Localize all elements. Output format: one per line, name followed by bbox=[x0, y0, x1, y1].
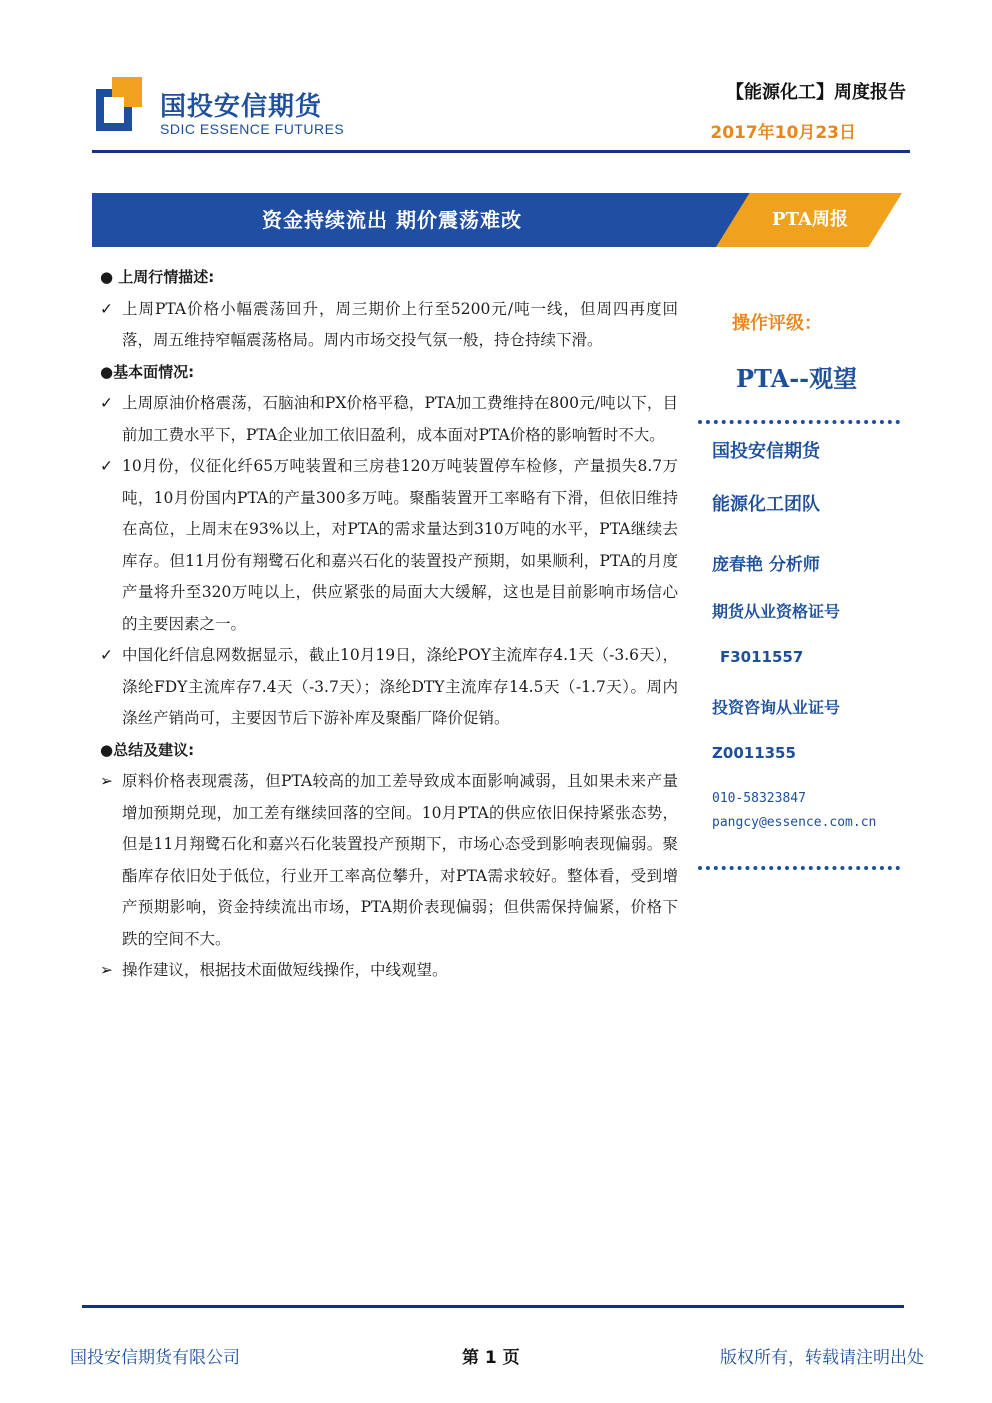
list-item bbox=[100, 766, 678, 955]
rating-label: 操作评级： bbox=[732, 313, 822, 334]
sidebar-company: 国投安信期货 bbox=[712, 441, 820, 462]
item-text: 操作建议，根据技术面做短线操作，中线观望。 bbox=[122, 961, 448, 979]
list-item bbox=[100, 451, 678, 640]
footer-copyright: 版权所有，转载请注明出处 bbox=[720, 1348, 924, 1368]
footer-company: 国投安信期货有限公司 bbox=[70, 1348, 240, 1368]
report-date: 2017年10月23日 bbox=[710, 123, 856, 143]
company-logo-icon bbox=[94, 75, 144, 133]
item-text: 原料价格表现震荡，但PTA较高的加工差导致成本面影响减弱，且如果未来产量增加预期兑现，加工差有继续回落的空间。10月PTA的供应依旧保持紧张态势，但是11月翔鹭石化和嘉兴石化装置投产预期下，市场心态受到影响表现偏弱。聚酯库存依旧处于低位，行业开工率高位攀升，对PTA需求较好。整体看，受到增产预期影响，资金持续流出市场，PTA期价表现偏弱；但供需保持偏紧，价格下跌的空间不大。 bbox=[122, 772, 678, 948]
section-fundamentals bbox=[100, 357, 678, 735]
header-divider bbox=[92, 150, 910, 153]
page-number: 第 1 页 bbox=[462, 1348, 520, 1368]
report-tag: PTA周报 bbox=[772, 209, 848, 230]
section-summary bbox=[100, 735, 678, 987]
futures-cert-no: F3011557 bbox=[720, 648, 804, 666]
report-title: 资金持续流出 期价震荡难改 bbox=[262, 208, 522, 232]
list-item bbox=[100, 294, 678, 357]
item-text: 中国化纤信息网数据显示，截止10月19日，涤纶POY主流库存4.1天（-3.6天），涤纶FDY主流库存7.4天（-3.7天）；涤纶DTY主流库存14.5天（-1.7天）。周内涤丝产销尚可，主要因节后下游补库及聚酯厂降价促销。 bbox=[122, 646, 678, 727]
section-market bbox=[100, 262, 678, 357]
item-text: 10月份，仪征化纤65万吨装置和三房巷120万吨装置停车检修，产量损失8.7万吨，10月份国内PTA的产量300多万吨。聚酯装置开工率略有下滑，但依旧维持在高位，上周末在93%以上，对PTA的需求量达到310万吨的水平，PTA继续去库存。但11月份有翔鹭石化和嘉兴石化的装置投产预期，如果顺利，PTA的月度产量将升至320万吨以上，供应紧张的局面大大缓解，这也是目前影响市场信心的主要因素之一。 bbox=[122, 457, 678, 633]
arrow-bullet-icon: ➢ bbox=[100, 961, 113, 979]
report-body bbox=[100, 262, 678, 987]
company-name-cn: 国投安信期货 bbox=[160, 92, 323, 122]
check-icon: ✓ bbox=[100, 394, 113, 412]
analyst-email[interactable]: pangcy@essence.com.cn bbox=[712, 815, 877, 830]
section-heading: ●总结及建议: bbox=[100, 740, 195, 759]
footer-divider bbox=[82, 1305, 904, 1308]
item-text: 上周PTA价格小幅震荡回升，周三期价上行至5200元/吨一线，但周四再度回落，周五维持窄幅震荡格局。周内市场交投气氛一般，持仓持续下滑。 bbox=[122, 299, 678, 349]
invest-cert-label: 投资咨询从业证号 bbox=[712, 698, 841, 717]
check-icon: ✓ bbox=[100, 299, 113, 318]
report-type: 【能源化工】周度报告 bbox=[726, 82, 906, 103]
invest-cert-no: Z0011355 bbox=[712, 744, 796, 762]
section-heading: ● 上周行情描述: bbox=[100, 268, 215, 286]
analyst-name: 庞春艳 分析师 bbox=[712, 555, 820, 575]
list-item bbox=[100, 640, 678, 735]
company-name-en: SDIC ESSENCE FUTURES bbox=[160, 121, 345, 137]
sidebar-divider bbox=[698, 866, 900, 870]
sidebar-divider bbox=[698, 420, 900, 424]
section-heading: ●基本面情况: bbox=[100, 362, 195, 381]
sidebar-team: 能源化工团队 bbox=[712, 494, 820, 515]
check-icon: ✓ bbox=[100, 457, 113, 475]
futures-cert-label: 期货从业资格证号 bbox=[712, 602, 841, 621]
analyst-phone: 010-58323847 bbox=[712, 791, 806, 806]
arrow-bullet-icon: ➢ bbox=[100, 772, 113, 790]
list-item bbox=[100, 388, 678, 451]
rating-value: PTA--观望 bbox=[736, 364, 858, 393]
item-text: 上周原油价格震荡，石脑油和PX价格平稳，PTA加工费维持在800元/吨以下，目前加工费水平下，PTA企业加工依旧盈利，成本面对PTA价格的影响暂时不大。 bbox=[122, 394, 678, 444]
list-item bbox=[100, 955, 678, 987]
check-icon: ✓ bbox=[100, 646, 113, 664]
